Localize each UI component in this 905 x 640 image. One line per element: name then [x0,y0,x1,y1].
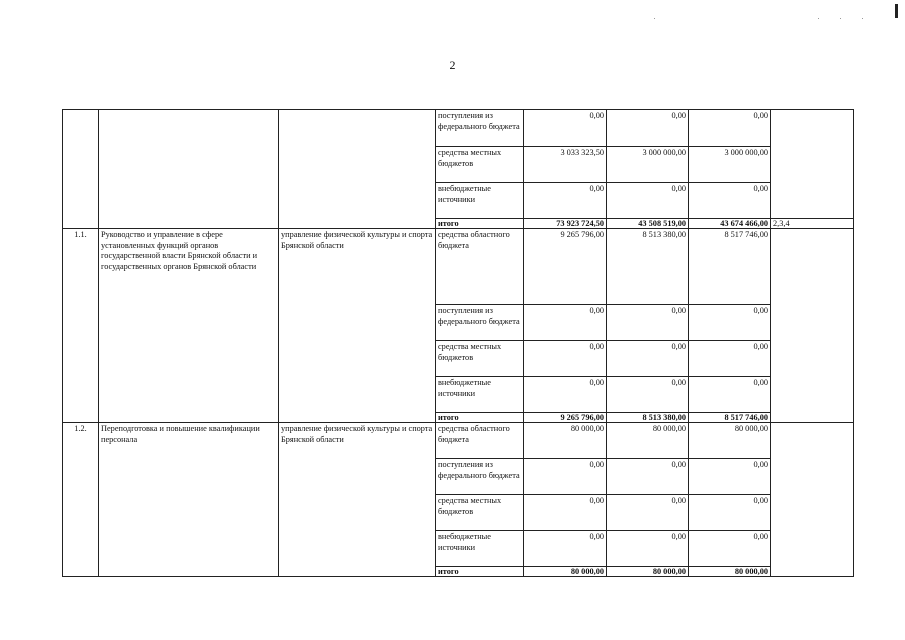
year2-value: 80 000,00 [607,423,689,459]
total-label: итого [436,413,524,423]
year1-value: 3 033 323,50 [524,147,607,183]
note-cell [771,110,854,219]
total-year3: 43 674 466,00 [689,219,771,229]
total-year1: 73 923 724,50 [524,219,607,229]
year1-value: 0,00 [524,341,607,377]
item-executor: управление физической культуры и спорта Брянской области [279,423,436,577]
year2-value: 0,00 [607,305,689,341]
year2-value: 0,00 [607,495,689,531]
year1-value: 0,00 [524,531,607,567]
item-name: Переподготовка и повышение квалификации персонала [99,423,279,577]
total-year3: 80 000,00 [689,567,771,577]
total-year1: 80 000,00 [524,567,607,577]
source-cell: средства местных бюджетов [436,147,524,183]
year2-value: 0,00 [607,341,689,377]
year3-value: 0,00 [689,531,771,567]
year3-value: 0,00 [689,305,771,341]
year3-value: 80 000,00 [689,423,771,459]
scan-speck [818,18,819,19]
year3-value: 0,00 [689,341,771,377]
total-year2: 43 508 519,00 [607,219,689,229]
year3-value: 3 000 000,00 [689,147,771,183]
table-row [63,110,854,147]
year2-value: 0,00 [607,110,689,147]
item-number: 1.1. [63,229,99,423]
total-label: итого [436,567,524,577]
year3-value: 0,00 [689,110,771,147]
total-year2: 8 513 380,00 [607,413,689,423]
year3-value: 8 517 746,00 [689,229,771,305]
source-cell: внебюджетные источники [436,531,524,567]
budget-table [62,109,854,577]
year1-value: 0,00 [524,305,607,341]
scan-speck [862,18,863,19]
year2-value: 0,00 [607,531,689,567]
source-cell: средства областного бюджета [436,423,524,459]
year1-value: 9 265 796,00 [524,229,607,305]
year3-value: 0,00 [689,377,771,413]
source-cell: поступления из федерального бюджета [436,459,524,495]
item-number: 1.2. [63,423,99,577]
total-year1: 9 265 796,00 [524,413,607,423]
year1-value: 0,00 [524,459,607,495]
year2-value: 0,00 [607,377,689,413]
source-cell: внебюджетные источники [436,183,524,219]
executor-cell [279,110,436,229]
year2-value: 0,00 [607,459,689,495]
year2-value: 8 513 380,00 [607,229,689,305]
page-number: 2 [449,58,456,72]
item-executor: управление физической культуры и спорта Брянской области [279,229,436,423]
year3-value: 0,00 [689,495,771,531]
source-cell: средства местных бюджетов [436,495,524,531]
source-cell: поступления из федерального бюджета [436,110,524,147]
total-year3: 8 517 746,00 [689,413,771,423]
name-cell [99,110,279,229]
year3-value: 0,00 [689,459,771,495]
year2-value: 0,00 [607,183,689,219]
source-cell: средства местных бюджетов [436,341,524,377]
source-cell: поступления из федерального бюджета [436,305,524,341]
year2-value: 3 000 000,00 [607,147,689,183]
year3-value: 0,00 [689,183,771,219]
total-note: 2,3,4 [771,219,854,229]
year1-value: 0,00 [524,495,607,531]
scan-speck [840,18,841,19]
year1-value: 80 000,00 [524,423,607,459]
total-label: итого [436,219,524,229]
year1-value: 0,00 [524,110,607,147]
year1-value: 0,00 [524,183,607,219]
total-year2: 80 000,00 [607,567,689,577]
note-cell [771,423,854,577]
source-cell: внебюджетные источники [436,377,524,413]
table-row [63,229,854,305]
source-cell: средства областного бюджета [436,229,524,305]
table-row [63,423,854,459]
scan-speck [654,18,655,19]
index-cell [63,110,99,229]
scan-corner-mark [895,4,898,18]
year1-value: 0,00 [524,377,607,413]
item-name: Руководство и управление в сфере установленных функций органов государственной власти Брянской области и государственных органов Брянской области [99,229,279,423]
note-cell [771,229,854,423]
